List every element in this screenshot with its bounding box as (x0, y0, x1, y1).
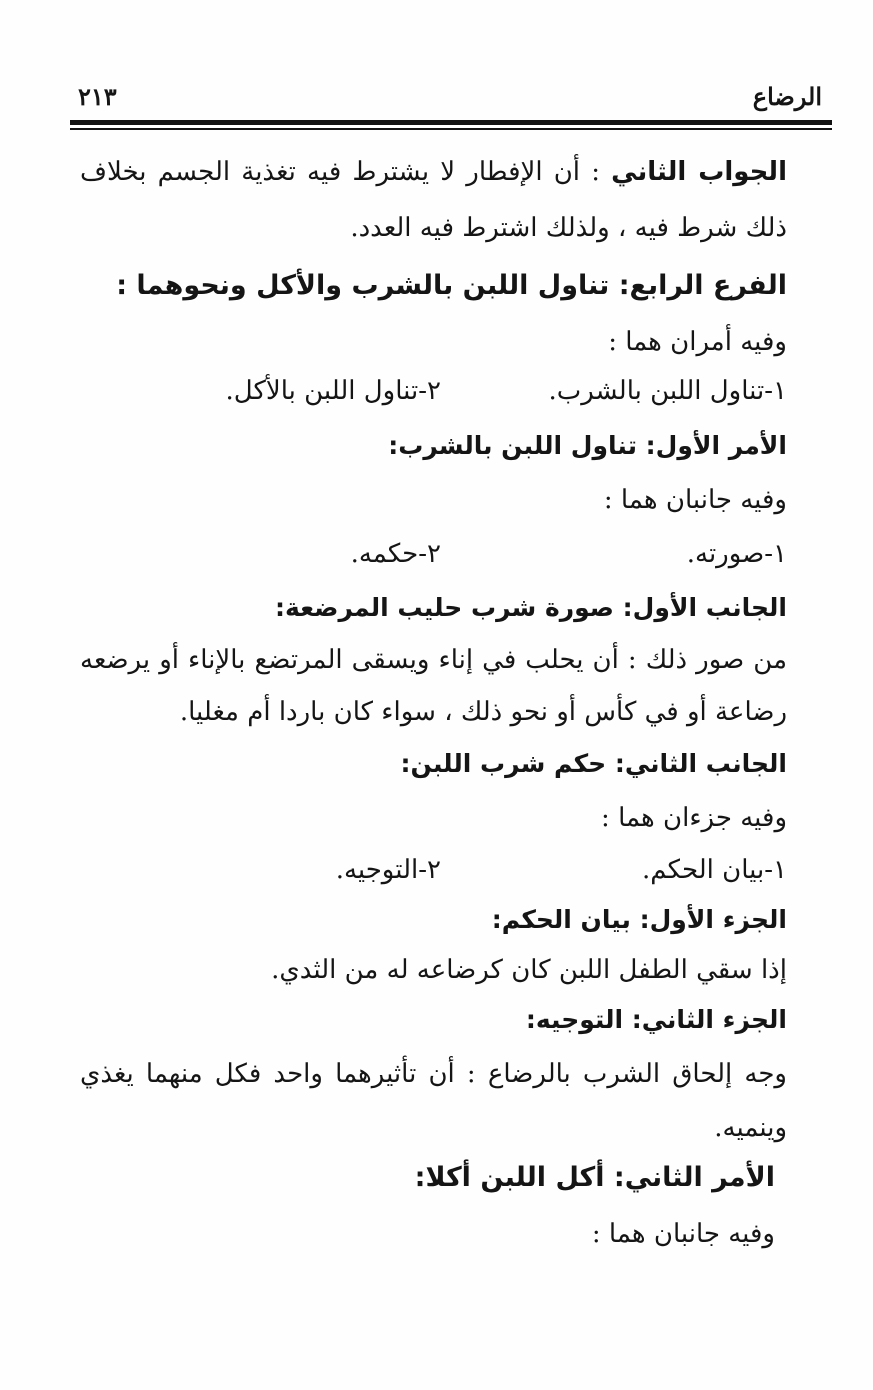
branch4-item-1: ١-تناول اللبن بالشرب. (548, 376, 787, 406)
answer2-line1 (80, 152, 787, 192)
part2-line2: وينميه. (714, 1113, 787, 1143)
page-number: ٢١٣ (78, 82, 117, 111)
branch4-intro: وفيه أمران هما : (608, 327, 787, 357)
matter2-heading: الأمر الثاني: أكل اللبن أكلا: (414, 1162, 775, 1193)
matter2-intro: وفيه جانبان هما : (591, 1219, 775, 1249)
matter1-heading: الأمر الأول: تناول اللبن بالشرب: (388, 431, 787, 460)
part1-heading: الجزء الأول: بيان الحكم: (491, 905, 787, 934)
part2-line1: وجه إلحاق الشرب بالرضاع : أن تأثيرهما واحد فكل منهما يغذي (80, 1059, 787, 1089)
part2-heading: الجزء الثاني: التوجيه: (525, 1005, 787, 1034)
side2-intro: وفيه جزءان هما : (601, 803, 787, 833)
running-title: الرضاع (752, 82, 822, 111)
matter1-item-1: ١-صورته. (686, 539, 787, 569)
part1-text: إذا سقي الطفل اللبن كان كرضاعه له من الثدي. (271, 955, 787, 985)
branch4-heading: الفرع الرابع: تناول اللبن بالشرب والأكل ونحوهما : (116, 270, 787, 301)
side2-item-2: ٢-التوجيه. (335, 855, 441, 885)
header-rule-thick (70, 120, 832, 125)
matter1-intro: وفيه جانبان هما : (603, 485, 787, 515)
branch4-item-2: ٢-تناول اللبن بالأكل. (225, 376, 441, 406)
side1-line2: رضاعة أو في كأس أو نحو ذلك ، سواء كان باردا أم مغليا. (179, 697, 787, 727)
side1-heading: الجانب الأول: صورة شرب حليب المرضعة: (275, 593, 787, 622)
answer2-line1-text: : أن الإفطار لا يشترط فيه تغذية الجسم بخلاف (80, 157, 600, 187)
matter1-item-2: ٢-حكمه. (350, 539, 441, 569)
header-rule-thin (70, 128, 832, 130)
side1-line1: من صور ذلك : أن يحلب في إناء ويسقى المرتضع بالإناء أو يرضعه (80, 645, 787, 675)
side2-item-1: ١-بيان الحكم. (642, 855, 787, 885)
side2-heading: الجانب الثاني: حكم شرب اللبن: (400, 749, 787, 778)
answer2-line2: ذلك شرط فيه ، ولذلك اشترط فيه العدد. (350, 213, 787, 243)
answer2-label: الجواب الثاني (611, 157, 787, 187)
page-header (70, 82, 830, 116)
